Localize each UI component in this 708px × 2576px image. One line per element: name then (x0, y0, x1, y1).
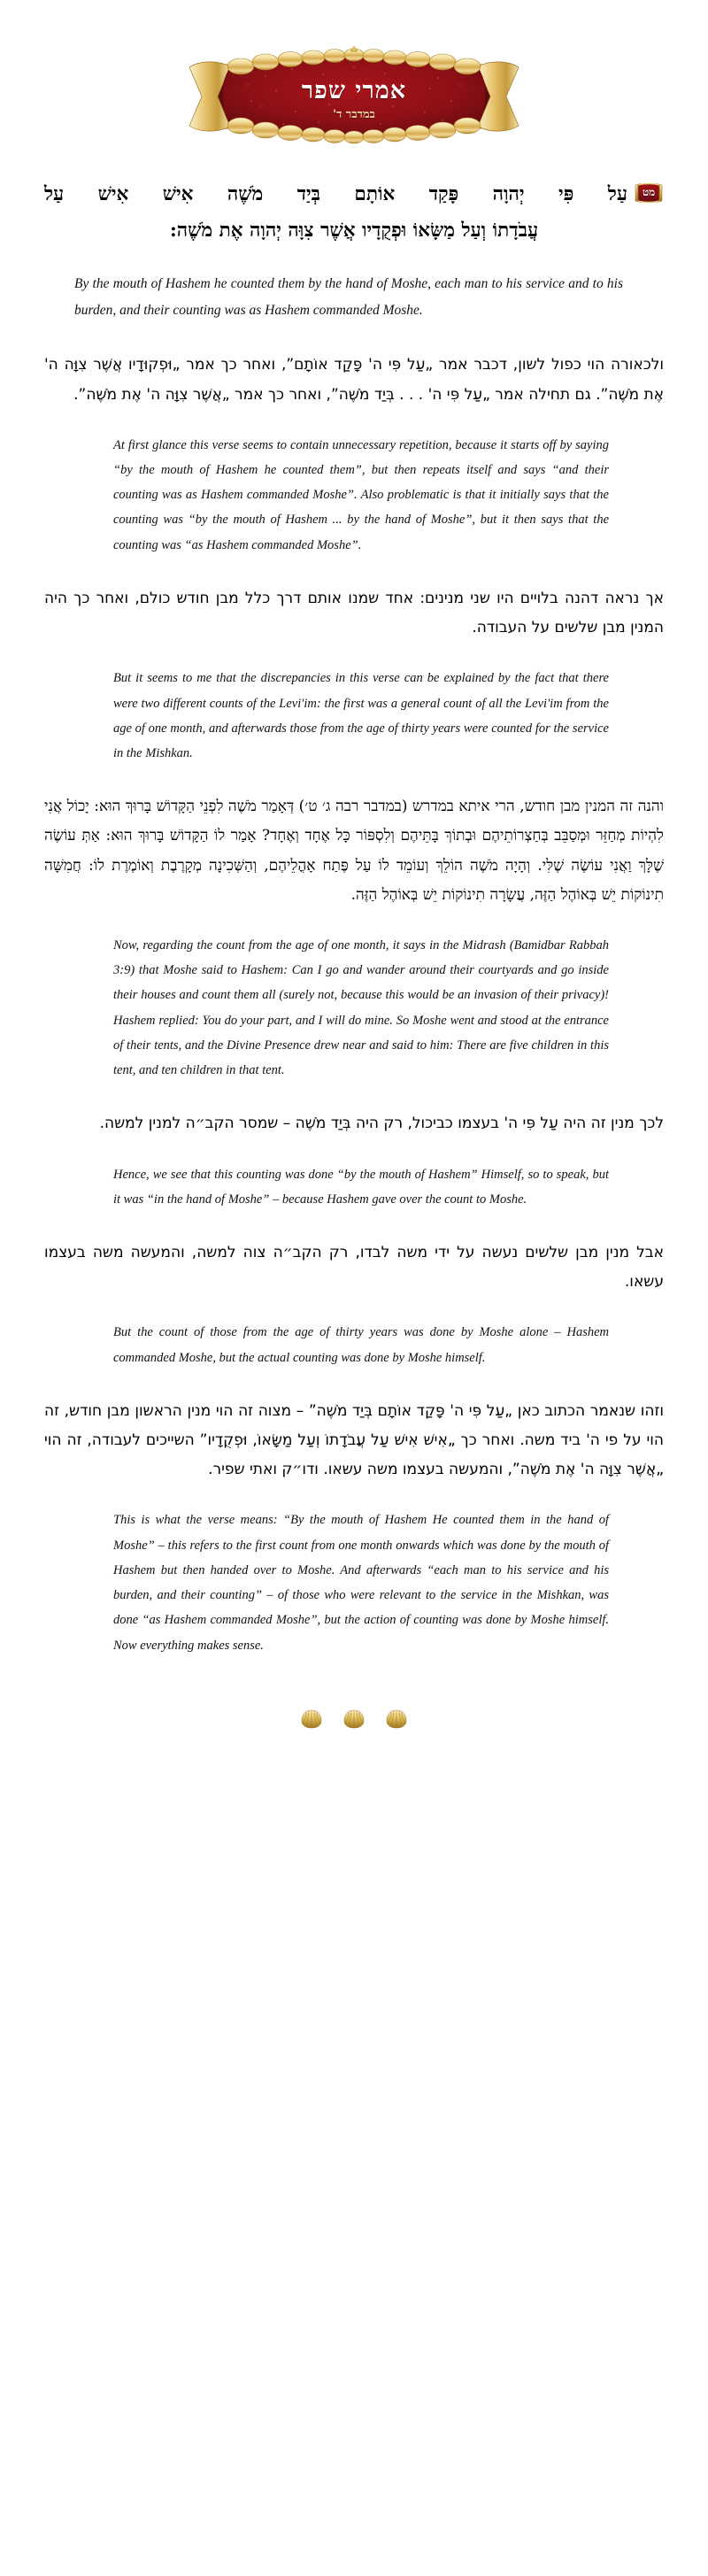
verse-line-2: עֲבֹדָתוֹ וְעַל מַשָּׂאוֹ וּפְקֻדָיו אֲשֶׁר צִוָּה יְהוָה אֶת מֹשֶׁה: (169, 219, 539, 242)
hebrew-commentary-paragraph: והנה זה המנין מבן חודש, הרי איתא במדרש (במדבר רבה ג׳ ט׳) דְּאָמַר מֹשֶׁה לִפְנֵי הַקָּדוֹשׁ בָּרוּךְ הוּא: יָכוֹל אֲנִי לִהְיוֹת מְחַזֵּר וּמְסַבֵּב בְּחַצְרוֹתֵיהֶם וּבְתוֹךְ בָּתֵּיהֶם וְלִסְפּוֹר כָּל אֶחָד וְאֶחָד? אָמַר לוֹ הַקָּדוֹשׁ בָּרוּךְ הוּא: אַתְּ עוֹשֶׂה שֶׁלָּךְ וַאֲנִי עוֹשֶׂה שֶׁלִּי. וְהָיָה מֹשֶׁה הוֹלֵךְ וְעוֹמֵד לוֹ עַל פֶּתַח אָהֳלֵיהֶם, וְהַשְּׁכִינָה מְקָרֶבֶת וְאוֹמֶרֶת לוֹ: חֲמִשָּׁה תִינוֹקוֹת יֵשׁ בְּאוֹהֶל הַזֶּה, עֲשָׂרָה תִינוֹקוֹת יֵשׁ בְּאוֹהֶל הַזֶּה. (44, 798, 664, 904)
english-translation-paragraph: Hence, we see that this counting was done “by the mouth of Hashem” Himself, so to speak, but it was “in the hand of Moshe” – because Hashem gave over the count to Moshe. (113, 1167, 609, 1207)
english-translation-paragraph: This is what the verse means: “By the mouth of Hashem He counted them in the hand of Moshe” – this refers to the first count from one month onwards which was done by the mouth of Hashem but then handed over to Moshe. And afterwards “each man to his service and his burden, and their counting” – of those who were relevant to the service in the Mishkan, was done “as Hashem commanded Moshe”, but the action of counting was done by Moshe himself. Now everything makes sense. (113, 1513, 609, 1653)
header-banner-area (0, 0, 708, 149)
banner-subtitle: במדבר ד' (333, 108, 375, 122)
banner-title: אמרי שפר (301, 76, 407, 104)
commentary-blocks (44, 271, 664, 1658)
gold-shell-ornament (385, 1708, 408, 1731)
hebrew-commentary-paragraph: אך נראה דהנה בלויים היו שני מנינים: אחד שמנו אותם דרך כלל מבן חודש כולם, ואחר כך היה המנין מבן שלשים על העבודה. (44, 589, 664, 637)
english-translation-paragraph: But it seems to me that the discrepancies in this verse can be explained by the fact that there were two different counts of the Levi'im: the first was a general count of all the Levi'im from the age of one month, and afterwards those from the age of thirty years were counted for the service in the Mishkan. (113, 671, 609, 761)
english-translation-paragraph: At first glance this verse seems to contain unnecessary repetition, because it starts off by saying “by the mouth of Hashem he counted them”, but then repeats itself and says “and their counting was as Hashem commanded Moshe”. Also problematic is that it initially says that the counting was “by the mouth of Hashem ... by the hand of Moshe”, but it then says that the counting was “as Hashem commanded Moshe”. (113, 437, 609, 552)
english-translation-paragraph: Now, regarding the count from the age of one month, it says in the Midrash (Bamidbar Rabbah 3:9) that Moshe said to Hashem: Can I go and wander around their courtyards and go inside their houses and count them all (surely not, because this would be an invasion of their privacy)! Hashem replied: You do your part, and I will do mine. So Moshe went and stood at the entrance of their tents, and the Divine Presence drew near and said to him: There are five children in this tent, and ten children in that tent. (113, 937, 609, 1078)
hebrew-commentary-paragraph: ולכאורה הוי כפול לשון, דכבר אמר „עַל פִּי ה' פָּקַד אוֹתָם”, ואחר כך אמר „וּפְקוּדָיו אֲשֶׁר צִוָּה ה' אֶת מֹשֶׁה”. גם תחילה אמר „עַל פִּי ה' . . . בְּיַד מֹשֶׁה”, ואחר כך אמר „אֲשֶׁר צִוָּה ה' אֶת מֹשֶׁה”. (44, 356, 664, 404)
verse-text-line-1: עַל פִּי יְהוָה פָּקַד אוֹתָם בְּיַד מֹשֶׁה אִישׁ אִישׁ עַל (44, 183, 627, 205)
verse-line-1 (44, 179, 664, 212)
verse-number: מט (642, 186, 656, 199)
hebrew-commentary-paragraph: לכך מנין זה היה עַל פִּי ה' בעצמו כביכול, רק היה בְּיַד מֹשֶׁה – שמסר הקב״ה למנין למשה. (99, 1114, 664, 1133)
english-translation-paragraph: But the count of those from the age of thirty years was done by Moshe alone – Hashem commanded Moshe, but the actual counting was done by Moshe himself. (113, 1325, 609, 1365)
verse-block (44, 179, 664, 248)
gold-shell-ornament (342, 1708, 366, 1731)
hebrew-commentary-paragraph: וזהו שנאמר הכתוב כאן „עַל פִּי ה' פָּקַד אוֹתָם בְּיַד מֹשֶׁה” – מצוה זה הוי מנין הראשון מבן חודש, זה הוי על פי ה' ביד משה. ואחר כך „אִישׁ אִישׁ עַל עֲבֹדָתוֹ וְעַל מַשָּׂאוֹ, וּפְקֻדָיו” השייכים לעבודה, זה הוי „אֲשֶׁר צִוָּה ה' אֶת מֹשֶׁה”, והמעשה בעצמו משה עשאו. ודו״ק ואתי שפיר. (44, 1401, 664, 1479)
english-translation-verse: By the mouth of Hashem he counted them by the hand of Moshe, each man to his service and to his burden, and their counting was as Hashem commanded Moshe. (74, 275, 623, 319)
footer-ornament-row (266, 1708, 442, 1754)
hebrew-commentary-paragraph: אבל מנין מבן שלשים נעשה על ידי משה לבדו, רק הקב״ה צוה למשה, והמעשה משה בעצמו עשאו. (44, 1244, 664, 1292)
title-banner (177, 42, 531, 149)
gold-shell-ornament (300, 1708, 323, 1731)
content-column (44, 149, 664, 1658)
verse-number-badge (634, 182, 664, 204)
